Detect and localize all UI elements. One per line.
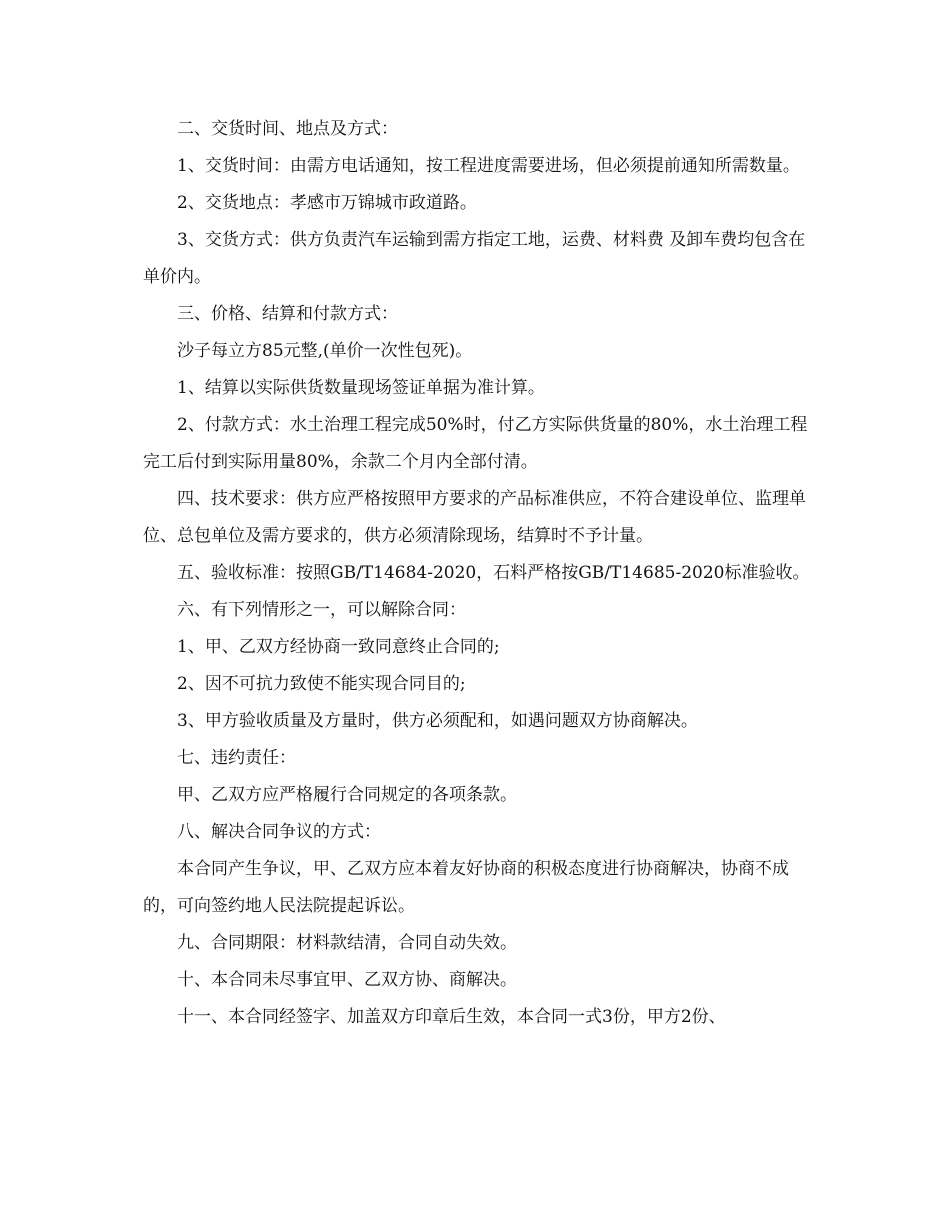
clause-termination-3: 3、甲方验收质量及方量时，供方必须配和，如遇问题双方协商解决。 (177, 711, 698, 731)
clause-termination-1: 1、甲、乙双方经协商一致同意终止合同的; (177, 637, 500, 657)
clause-termination-2: 2、因不可抗力致使不能实现合同目的; (177, 674, 466, 694)
clause-delivery-location: 2、交货地点：孝感市万锦城市政道路。 (177, 193, 477, 213)
contract-body (143, 111, 811, 1036)
clause-unit-price: 沙子每立方85元整,(单价一次性包死)。 (177, 341, 473, 361)
section-acceptance-standard: 五、验收标准：按照GB/T14684-2020，石料严格按GB/T14685-2020标准验收。 (177, 563, 810, 583)
section-heading-delivery: 二、交货时间、地点及方式： (177, 119, 398, 139)
clause-delivery-time: 1、交货时间：由需方电话通知，按工程进度需要进场，但必须提前通知所需数量。 (177, 156, 800, 176)
clause-dispute: 本合同产生争议，甲、乙双方应本着友好协商的积极态度进行协商解决，协商不成的，可向签约地人民法院提起诉讼。 (143, 859, 789, 916)
section-heading-liability: 七、违约责任： (177, 748, 296, 768)
section-heading-price: 三、价格、结算和付款方式： (177, 304, 398, 324)
clause-payment-method: 2、付款方式：水土治理工程完成50%时，付乙方实际供货量的80%，水土治理工程完工后付到实际用量80%，余款二个月内全部付清。 (143, 415, 808, 472)
clause-settlement: 1、结算以实际供货数量现场签证单据为准计算。 (177, 378, 545, 398)
section-technical-requirements: 四、技术要求：供方应严格按照甲方要求的产品标准供应，不符合建设单位、监理单位、总包单位及需方要求的，供方必须清除现场，结算时不予计量。 (143, 489, 806, 546)
section-effectiveness: 十一、本合同经签字、加盖双方印章后生效，本合同一式3份，甲方2份、 (177, 1007, 726, 1027)
clause-liability: 甲、乙双方应严格履行合同规定的各项条款。 (177, 785, 517, 805)
section-heading-dispute: 八、解决合同争议的方式： (177, 822, 381, 842)
section-contract-term: 九、合同期限：材料款结清，合同自动失效。 (177, 933, 517, 953)
clause-delivery-method: 3、交货方式：供方负责汽车运输到需方指定工地，运费、材料费 及卸车费均包含在单价内。 (143, 230, 806, 287)
section-other-matters: 十、本合同未尽事宜甲、乙双方协、商解决。 (177, 970, 517, 990)
section-heading-termination: 六、有下列情形之一，可以解除合同： (177, 600, 466, 620)
